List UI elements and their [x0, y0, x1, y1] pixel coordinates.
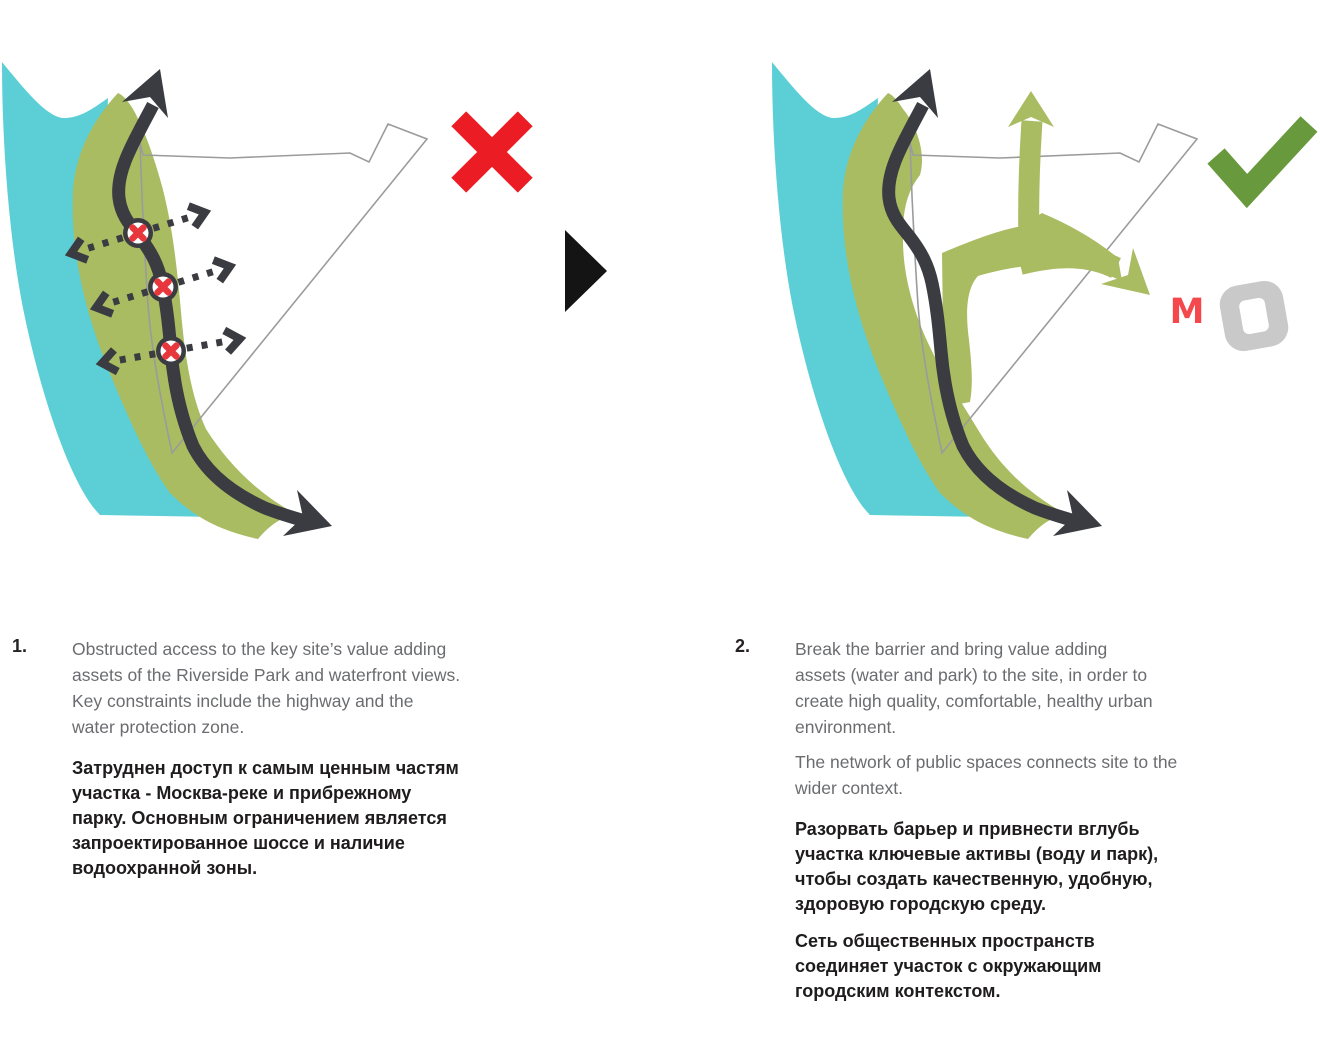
text-line: environment.: [795, 717, 897, 737]
text-line: участка ключевые активы (воду и парк),: [795, 844, 1159, 864]
caption-russian-2: [795, 929, 1227, 1004]
text-line: водоохранной зоны.: [72, 858, 258, 878]
text-line: здоровую городскую среду.: [795, 894, 1047, 914]
public-space-network: [942, 91, 1150, 407]
text-line: чтобы создать качественную, удобную,: [795, 869, 1153, 889]
text-line: The network of public spaces connects site to the: [795, 752, 1178, 772]
text-line: water protection zone.: [72, 717, 245, 737]
metro-m-icon: М: [1169, 292, 1205, 332]
diagram-after: [772, 62, 1309, 539]
text-line: парку. Основным ограничением является: [72, 808, 447, 828]
caption-russian: [795, 817, 1227, 917]
text-line: wider context.: [795, 778, 903, 798]
text-line: Разорвать барьер и привнести вглубь: [795, 819, 1140, 839]
diagram-canvas: [0, 55, 1320, 560]
text-line: Obstructed access to the key site’s value adding: [72, 639, 447, 659]
text-line: Key constraints include the highway and the: [72, 691, 414, 711]
caption-break-barrier: [795, 636, 1227, 1004]
diagram-before: [2, 62, 558, 539]
text-line: create high quality, comfortable, healthy urban: [795, 691, 1153, 711]
item-number-1: 1.: [12, 636, 28, 656]
text-line: соединяет участок с окружающим: [795, 956, 1102, 976]
caption-english-2: [795, 749, 1227, 801]
text-line: assets (water and park) to the site, in order to: [795, 665, 1148, 685]
cross-icon: [426, 86, 559, 219]
text-line: Break the barrier and bring value adding: [795, 639, 1108, 659]
text-line: assets of the Riverside Park and waterfront views.: [72, 665, 461, 685]
text-line: городским контекстом.: [795, 981, 1001, 1001]
caption-english: [795, 636, 1227, 740]
text-line: участка - Москва-реке и прибрежному: [72, 783, 412, 803]
play-arrow-icon: [565, 230, 607, 312]
caption-russian: [72, 756, 512, 881]
text-line: Затруднен доступ к самым ценным частям: [72, 758, 459, 778]
caption-obstructed-access: [72, 636, 512, 881]
caption-english: [72, 636, 512, 740]
stadium-icon: [1217, 278, 1291, 354]
text-line: запроектированное шоссе и наличие: [72, 833, 405, 853]
text-line: Сеть общественных пространств: [795, 931, 1095, 951]
item-number-2: 2.: [735, 636, 751, 656]
check-icon: [1216, 124, 1309, 191]
